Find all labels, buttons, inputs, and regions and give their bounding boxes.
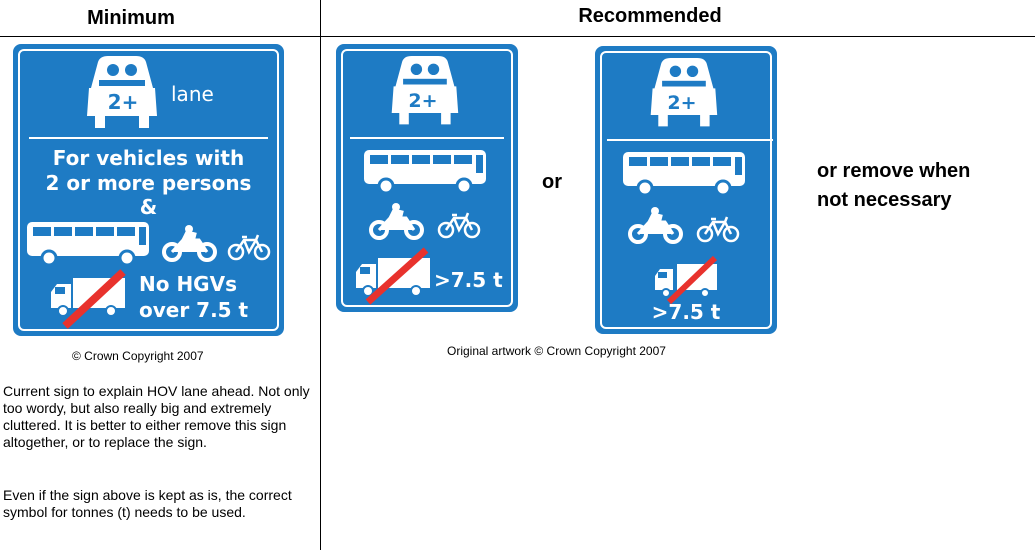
bus-icon [27,222,149,265]
note-paragraph-2: Even if the sign above is kept as is, the correct symbol for tonnes (t) needs to be used. [3,487,292,520]
sign-ampersand: & [139,195,158,219]
bicycle-icon [698,217,738,241]
bicycle-icon [439,213,479,237]
bus-icon [623,152,745,195]
bus-icon [364,150,486,193]
copyright-right: Original artwork © Crown Copyright 2007 [447,344,666,358]
column-divider [320,0,321,550]
lorry-icon [51,272,125,326]
sign-recommended-1 [336,44,518,312]
hgv-line2: over 7.5 t [139,298,249,322]
motorcycle-icon [164,225,215,260]
hgv-line1: No HGVs [139,272,237,296]
motorcycle-icon [630,207,681,242]
lorry-icon [356,250,430,302]
bicycle-icon [229,235,269,259]
car-badge: 2+ [667,92,697,114]
copyright-left: © Crown Copyright 2007 [72,349,204,363]
car-badge: 2+ [107,90,139,114]
car-badge: 2+ [408,90,438,112]
header-divider [0,36,1035,37]
or-remove-line1: or remove when [817,160,971,182]
sign-text-line1: For vehicles with [52,146,245,170]
or-remove-line2: not necessary [817,189,952,211]
weight-label: >7.5 t [651,300,721,324]
sign-text-line2: 2 or more persons [45,171,252,195]
motorcycle-icon [371,203,422,238]
or-label: or [542,171,562,193]
sign-lane-label: lane [171,82,214,106]
header-recommended: Recommended [578,5,722,27]
lorry-icon [655,258,717,302]
header-minimum: Minimum [87,7,175,29]
note-paragraph-1: Current sign to explain HOV lane ahead. Not only too wordy, but also really big and extremely cluttered. It is better to either remove this sign altogether, or to replace the sign. [3,383,310,450]
sign-minimum [13,44,284,336]
sign-recommended-2 [595,46,777,334]
weight-label: >7.5 t [434,268,503,292]
